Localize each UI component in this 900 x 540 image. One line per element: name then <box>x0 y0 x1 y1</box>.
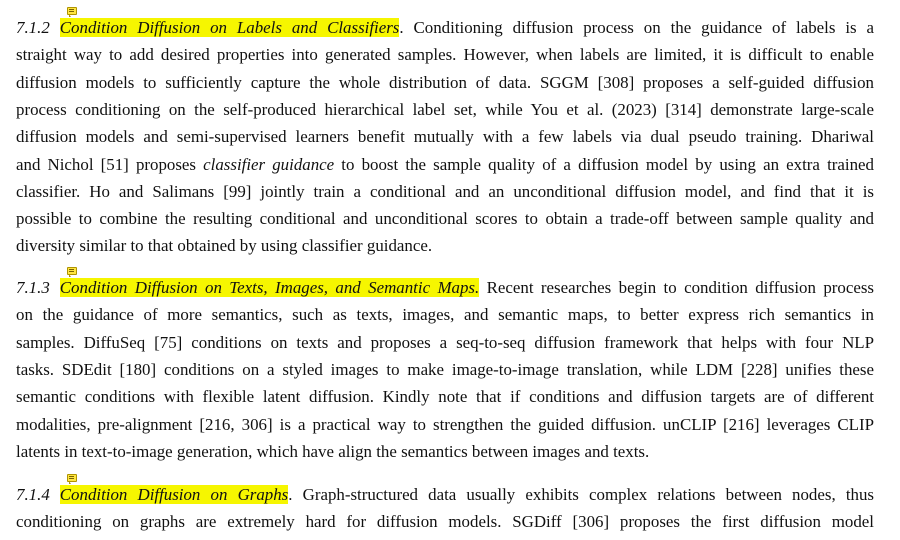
section-number: 7.1.2 <box>16 18 50 37</box>
paragraph-line: semantic conditions with flexible latent diffusion. Kindly note that if conditions and diffusion targets are of different <box>16 387 874 407</box>
paragraph-line <box>16 151 874 178</box>
paragraph-line: modalities, pre-alignment [216, 306] is a practical way to strengthen the guided diffusion. unCLIP [216] leverages CLIP <box>16 414 874 434</box>
paragraph-text: Conditioning diffusion process on the guidance of labels is a <box>403 18 874 37</box>
paragraph-line: conditioning on graphs are extremely hard for diffusion models. SGDiff [306] proposes the first diffusion model <box>16 512 874 532</box>
paragraph-line: diversity similar to that obtained by using classifier guidance. <box>16 236 433 256</box>
paragraph-text: to boost the sample quality of a diffusion model by using an extra trained <box>334 154 874 174</box>
paragraph-line: tasks. SDEdit [180] conditions on a styled images to make image-to-image translation, while LDM [228] unifies these <box>16 359 874 379</box>
paragraph-line: samples. DiffuSeq [75] conditions on texts and proposes a seq-to-seq diffusion framework that helps with four NLP <box>16 332 874 352</box>
section-title-highlight: Condition Diffusion on Graphs <box>59 485 289 504</box>
emphasis-text: classifier guidance <box>203 154 335 174</box>
paragraph-text: Recent researches begin to condition diffusion process <box>479 278 874 297</box>
section-heading-line <box>16 14 874 41</box>
section-heading-line <box>16 274 874 301</box>
paragraph-line: diffusion models and semi-supervised learners benefit mutually with a few labels via dual pseudo training. Dhariwal <box>16 127 874 147</box>
paragraph-line: straight way to add desired properties into generated samples. However, when labels are limited, it is difficult to enable <box>16 45 874 65</box>
paragraph-line: possible to combine the resulting conditional and unconditional scores to obtain a trade-off between sample quality and <box>16 209 874 229</box>
paragraph-text: Graph-structured data usually exhibits complex relations between nodes, thus <box>292 485 874 504</box>
section-title-suffix: . <box>288 485 293 504</box>
section-heading-line <box>16 481 874 508</box>
section-title-highlight: Condition Diffusion on Texts, Images, and Semantic Maps. <box>59 278 480 297</box>
paragraph-line: classifier. Ho and Salimans [99] jointly train a conditional and an unconditional diffusion model, and find that it is <box>16 181 874 201</box>
paragraph-line: diffusion models to sufficiently capture the whole distribution of data. SGGM [308] proposes a self-guided diffusion <box>16 72 874 92</box>
paragraph-line: latents in text-to-image generation, which have align the semantics between images and texts. <box>16 441 650 461</box>
section-number: 7.1.3 <box>16 278 50 297</box>
paragraph-line: on the guidance of more semantics, such as texts, images, and semantic maps, to better express rich semantics in <box>16 305 874 325</box>
section-number: 7.1.4 <box>16 485 50 504</box>
section-title-suffix: . <box>399 18 404 37</box>
section-title-highlight: Condition Diffusion on Labels and Classifiers <box>59 18 400 37</box>
paragraph-line: process conditioning on the self-produced hierarchical label set, while You et al. (2023) [314] demonstrate large-scale <box>16 99 874 119</box>
paragraph-text: and Nichol [51] proposes <box>16 154 204 174</box>
